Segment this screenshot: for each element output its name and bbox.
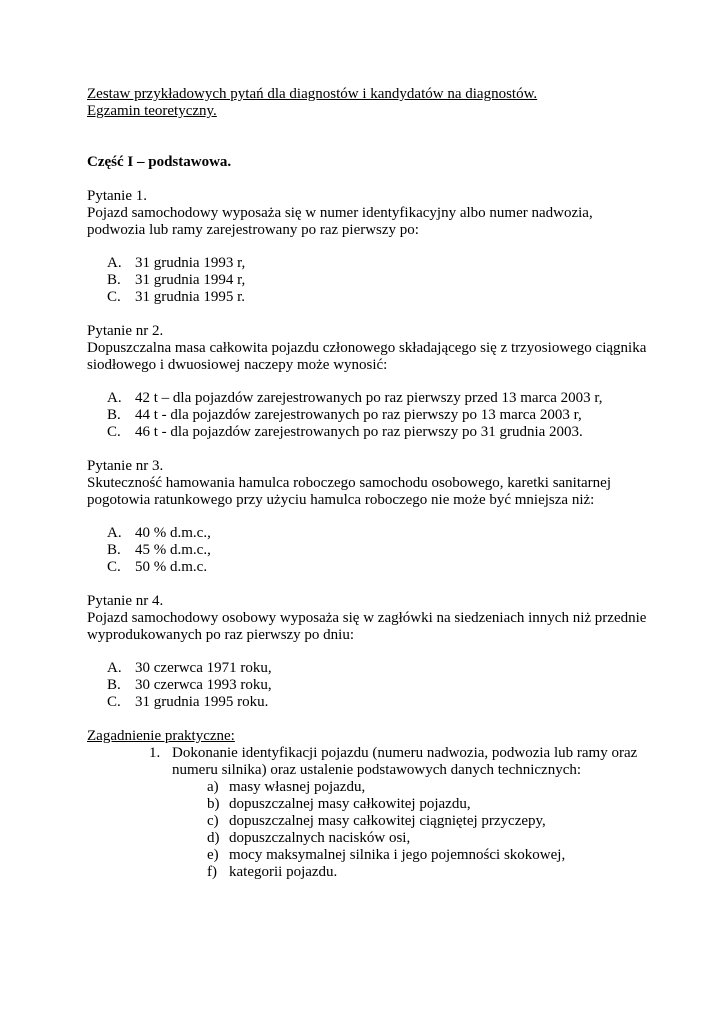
question-text: wyprodukowanych po raz pierwszy po dniu: xyxy=(87,627,355,643)
task-number: 1. xyxy=(149,745,161,761)
answer-key: B. xyxy=(107,407,121,423)
answer-option xyxy=(87,525,647,542)
answer-text: 31 grudnia 1995 r. xyxy=(135,289,245,305)
question-text: Skuteczność hamowania hamulca roboczego samochodu osobowego, karetki sanitarnej xyxy=(87,475,611,491)
practical-title: Zagadnienie praktyczne: xyxy=(87,728,235,744)
answer-key: A. xyxy=(107,390,122,406)
answer-list xyxy=(87,525,647,576)
answer-option xyxy=(87,255,647,272)
question-title: Pytanie nr 2. xyxy=(87,323,164,339)
task-subitem xyxy=(207,796,647,813)
header-title: Zestaw przykładowych pytań dla diagnostów i kandydatów na diagnostów. xyxy=(87,86,538,102)
answer-text: 31 grudnia 1994 r, xyxy=(135,272,246,288)
answer-option xyxy=(87,559,647,576)
answer-text: 31 grudnia 1993 r, xyxy=(135,255,246,271)
question-text: siodłowego i dwuosiowej naczepy może wynosić: xyxy=(87,357,388,373)
answer-list xyxy=(87,390,647,441)
question-3 xyxy=(87,458,647,576)
answer-text: 44 t - dla pojazdów zarejestrowanych po raz pierwszy po 13 marca 2003 r, xyxy=(135,407,582,423)
task-text-continued: numeru silnika) oraz ustalenie podstawowych danych technicznych: xyxy=(172,762,582,778)
question-text: Pojazd samochodowy wyposaża się w numer identyfikacyjny albo numer nadwozia, xyxy=(87,205,593,221)
subitem-text: mocy maksymalnej silnika i jego pojemności skokowej, xyxy=(229,847,566,863)
subitem-key: b) xyxy=(207,796,220,812)
answer-option xyxy=(87,694,647,711)
question-4 xyxy=(87,593,647,711)
answer-key: A. xyxy=(107,525,122,541)
subitem-text: kategorii pojazdu. xyxy=(229,864,338,880)
answer-option xyxy=(87,390,647,407)
task-subitem xyxy=(207,779,647,796)
subitem-text: masy własnej pojazdu, xyxy=(229,779,366,795)
answer-key: B. xyxy=(107,677,121,693)
task-subitem xyxy=(207,864,647,881)
answer-key: A. xyxy=(107,255,122,271)
subitem-text: dopuszczalnych nacisków osi, xyxy=(229,830,411,846)
question-text: Pojazd samochodowy osobowy wyposaża się w zagłówki na siedzeniach innych niż przednie xyxy=(87,610,647,626)
answer-list xyxy=(87,255,647,306)
practical-section xyxy=(87,728,647,881)
question-title: Pytanie 1. xyxy=(87,188,147,204)
subitem-text: dopuszczalnej masy całkowitej ciągniętej przyczepy, xyxy=(229,813,546,829)
answer-option xyxy=(87,289,647,306)
answer-text: 31 grudnia 1995 roku. xyxy=(135,694,269,710)
answer-text: 50 % d.m.c. xyxy=(135,559,208,575)
answer-key: C. xyxy=(107,694,121,710)
practical-task xyxy=(87,745,647,762)
question-text: pogotowia ratunkowego przy użyciu hamulca roboczego nie może być mniejsza niż: xyxy=(87,492,595,508)
answer-text: 30 czerwca 1993 roku, xyxy=(135,677,272,693)
question-title: Pytanie nr 4. xyxy=(87,593,164,609)
header-subtitle: Egzamin teoretyczny. xyxy=(87,103,217,119)
answer-option xyxy=(87,542,647,559)
subitem-text: dopuszczalnej masy całkowitej pojazdu, xyxy=(229,796,471,812)
answer-option xyxy=(87,677,647,694)
answer-option xyxy=(87,424,647,441)
answer-key: A. xyxy=(107,660,122,676)
answer-option xyxy=(87,660,647,677)
answer-text: 42 t – dla pojazdów zarejestrowanych po raz pierwszy przed 13 marca 2003 r, xyxy=(135,390,603,406)
task-subitems xyxy=(87,779,647,881)
document-header xyxy=(87,86,647,120)
subitem-key: d) xyxy=(207,830,220,846)
question-title: Pytanie nr 3. xyxy=(87,458,164,474)
answer-key: C. xyxy=(107,559,121,575)
question-text: podwozia lub ramy zarejestrowany po raz pierwszy po: xyxy=(87,222,419,238)
task-subitem xyxy=(207,813,647,830)
answer-text: 45 % d.m.c., xyxy=(135,542,211,558)
answer-key: C. xyxy=(107,424,121,440)
answer-key: B. xyxy=(107,542,121,558)
answer-text: 40 % d.m.c., xyxy=(135,525,211,541)
section-title: Część I – podstawowa. xyxy=(87,154,232,170)
answer-text: 30 czerwca 1971 roku, xyxy=(135,660,272,676)
document-page xyxy=(87,86,647,881)
subitem-key: f) xyxy=(207,864,217,880)
task-text: Dokonanie identyfikacji pojazdu (numeru nadwozia, podwozia lub ramy oraz xyxy=(172,745,638,761)
answer-text: 46 t - dla pojazdów zarejestrowanych po raz pierwszy po 31 grudnia 2003. xyxy=(135,424,583,440)
subitem-key: c) xyxy=(207,813,219,829)
answer-list xyxy=(87,660,647,711)
task-subitem xyxy=(207,830,647,847)
answer-option xyxy=(87,272,647,289)
answer-option xyxy=(87,407,647,424)
question-2 xyxy=(87,323,647,441)
task-subitem xyxy=(207,847,647,864)
question-text: Dopuszczalna masa całkowita pojazdu członowego składającego się z trzyosiowego ciągnika xyxy=(87,340,647,356)
answer-key: C. xyxy=(107,289,121,305)
subitem-key: a) xyxy=(207,779,219,795)
question-1 xyxy=(87,188,647,306)
subitem-key: e) xyxy=(207,847,219,863)
answer-key: B. xyxy=(107,272,121,288)
